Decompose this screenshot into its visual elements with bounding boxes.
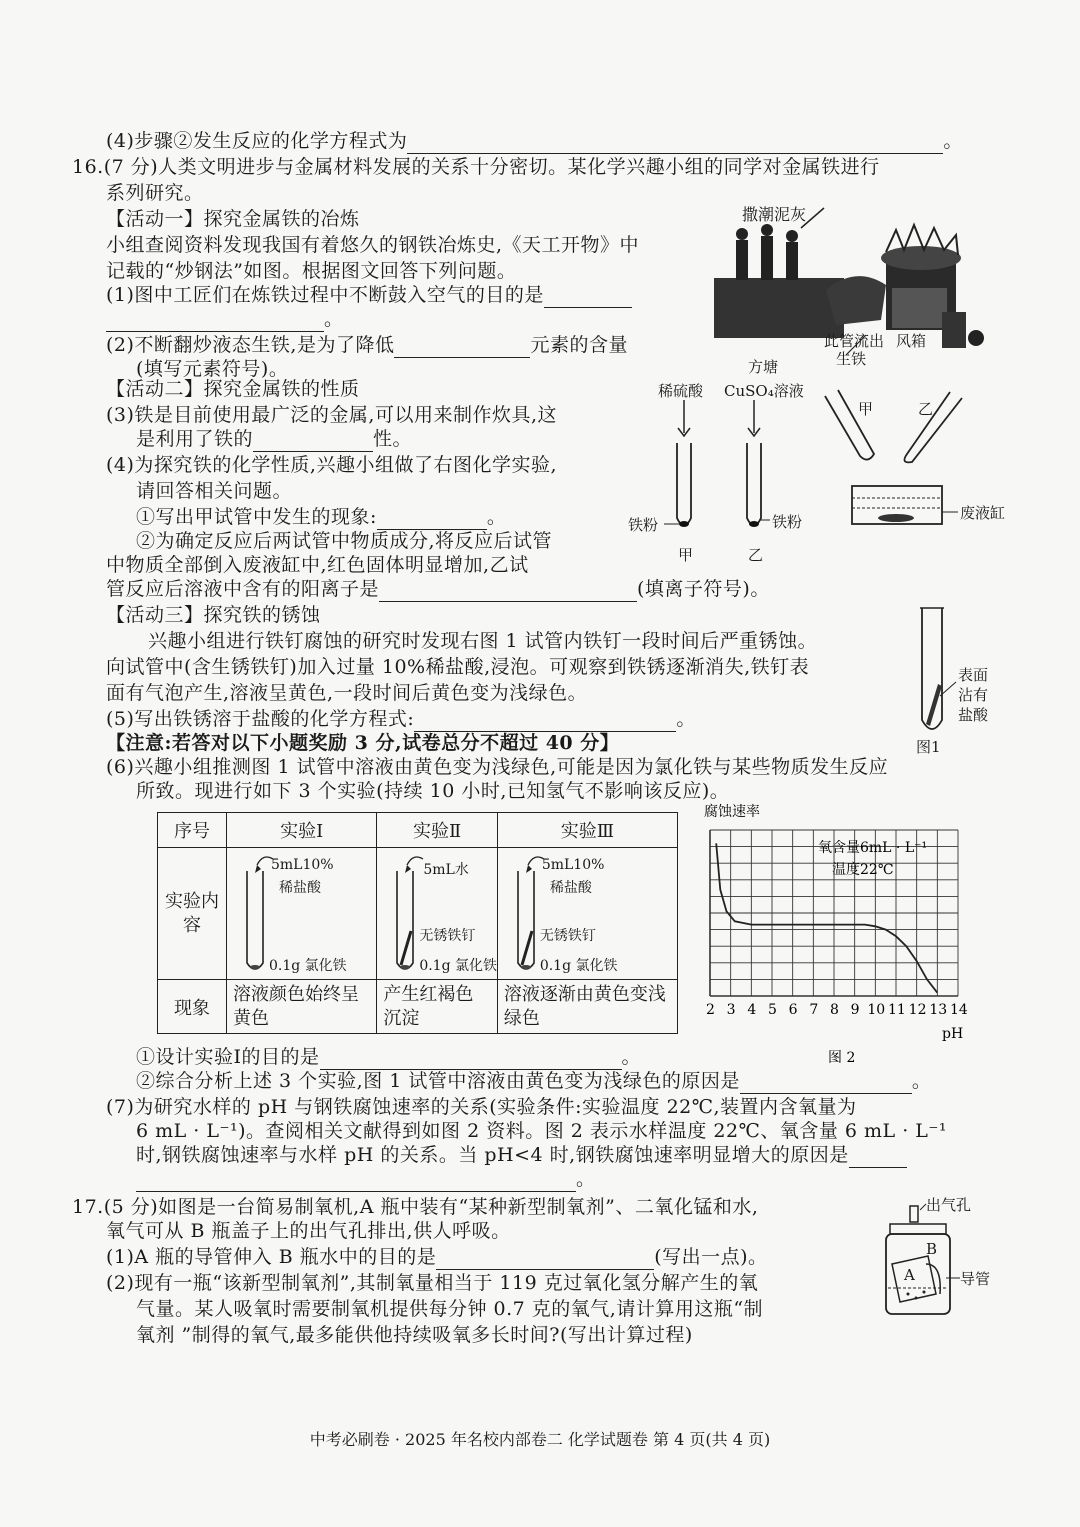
chart-x-tick-label: 8 <box>830 1002 839 1018</box>
act3-line1: 兴趣小组进行铁钉腐蚀的研究时发现右图 1 试管内铁钉一段时间后严重锈蚀。 <box>148 630 818 652</box>
label-tilted-yi: 乙 <box>918 400 934 418</box>
table-header-seq: 序号 <box>158 813 227 848</box>
q16-4-line6 <box>106 576 770 602</box>
q17-1-text: (1)A 瓶的导管伸入 B 瓶水中的目的是 <box>106 1246 437 1268</box>
q17-2-line3: 氧剂 ”制得的氧气,最多能供他持续吸氧多长时间?(写出计算过程) <box>136 1324 693 1346</box>
chart-annotation-temperature: 温度22℃ <box>832 862 894 878</box>
exp1-phenomenon: 溶液颜色始终呈黄色 <box>227 980 377 1034</box>
chart-x-tick-label: 4 <box>747 1002 757 1018</box>
chart-series-line <box>716 843 937 992</box>
bonus-note: 【注意:若答对以下小题奖励 3 分,试卷总分不超过 40 分】 <box>106 732 620 754</box>
table-header-exp1: 实验Ⅰ <box>227 813 377 848</box>
tube-drawing <box>620 378 1020 568</box>
label-dilute-sulfuric-acid: 稀硫酸 <box>658 382 704 400</box>
fig1-caption: 图1 <box>916 738 941 756</box>
label-bottle-b: B <box>926 1240 938 1258</box>
q16-6-d-end: 。 <box>911 1070 932 1092</box>
chart-x-tick-label: 9 <box>850 1002 860 1018</box>
table-row-label-phenomenon: 现象 <box>158 980 227 1034</box>
q16-3-text: 是利用了铁的 <box>136 428 254 450</box>
q17-1-line <box>106 1244 768 1270</box>
chart-x-tick-label: 7 <box>809 1002 819 1018</box>
q16-5-text: (5)写出铁锈溶于盐酸的化学方程式: <box>106 708 415 730</box>
q16-header2: 系列研究。 <box>106 182 204 204</box>
q16-6-d-text: ②综合分析上述 3 个实验,图 1 试管中溶液由黄色变为浅绿色的原因是 <box>136 1070 740 1092</box>
q16-1-line2 <box>106 306 344 332</box>
act3-title: 【活动三】探究铁的锈蚀 <box>106 604 321 626</box>
q16-4-f-blank[interactable] <box>379 581 637 602</box>
table-row-content <box>158 848 678 980</box>
q16-6-c-text: ①设计实验Ⅰ的目的是 <box>136 1046 320 1068</box>
exp2-reagent: 5mL水 <box>423 861 469 878</box>
q17-1-blank[interactable] <box>436 1249 654 1270</box>
chart-x-ticks <box>706 1002 968 1018</box>
exp1-reagent2: 稀盐酸 <box>279 879 321 896</box>
q16-4-c-blank[interactable] <box>377 509 487 530</box>
q15-4-answer-blank[interactable] <box>407 133 943 154</box>
exp2-solid: 0.1g 氯化铁 <box>419 957 498 974</box>
label-bottle-a: A <box>904 1266 915 1284</box>
q16-7-line2: 6 mL · L⁻¹)。查阅相关文献得到如图 2 资料。图 2 表示水样温度 22℃、氧含量 6 mL · L⁻¹ <box>136 1120 948 1142</box>
q16-3-blank[interactable] <box>253 431 373 452</box>
exp1-reagent: 5mL10% <box>271 856 334 873</box>
label-waste-tank: 废液缸 <box>960 504 1006 522</box>
table-header-row <box>158 813 678 848</box>
q16-7-blank-b[interactable] <box>136 1171 576 1192</box>
exp3-cell <box>497 848 677 980</box>
q16-6-c-line <box>136 1044 641 1070</box>
label-feng-xiang: 风箱 <box>896 332 927 350</box>
q16-7-line1: (7)为研究水样的 pH 与钢铁腐蚀速率的关系(实验条件:实验温度 22℃,装置内含氧量为 <box>106 1096 857 1118</box>
chart-x-tick-label: 12 <box>908 1002 927 1018</box>
chart-x-tick-label: 6 <box>788 1002 798 1018</box>
q16-6-c-blank[interactable] <box>320 1049 622 1070</box>
q16-4-line2: 请回答相关问题。 <box>136 480 293 502</box>
act1-title: 【活动一】探究金属铁的冶炼 <box>106 208 360 230</box>
act2-title: 【活动二】探究金属铁的性质 <box>106 378 360 400</box>
oxygen-generator-figure <box>880 1194 1000 1324</box>
q16-5-line <box>106 706 696 732</box>
exp3-reagent2: 稀盐酸 <box>549 879 592 896</box>
label-chao-nihui: 撒潮泥灰 <box>742 205 807 224</box>
q16-4-c-text: ①写出甲试管中发生的现象: <box>136 506 377 528</box>
chart-x-tick-label: 11 <box>888 1002 906 1018</box>
q16-7-line3 <box>136 1142 907 1168</box>
chart-x-label: pH <box>942 1026 964 1042</box>
exp3-solid: 0.1g 氯化铁 <box>539 957 618 974</box>
exp3-phenomenon: 溶液逐渐由黄色变浅绿色 <box>497 980 677 1034</box>
exp1-solid: 0.1g 氯化铁 <box>269 957 347 974</box>
q16-4-line1: (4)为探究铁的化学性质,兴趣小组做了右图化学实验, <box>106 454 557 476</box>
label-tilted-jia: 甲 <box>858 400 874 418</box>
test-tube-figure <box>620 378 1020 568</box>
label-tube-yi: 乙 <box>748 546 764 564</box>
chart-x-tick-label: 14 <box>950 1002 968 1018</box>
exp1-cell <box>227 848 377 980</box>
q15-4-end: 。 <box>943 130 963 152</box>
q16-3-line2 <box>136 426 412 452</box>
exp2-cell <box>377 848 498 980</box>
label-sheng-tie: 生铁 <box>836 350 867 368</box>
label-tube-jia: 甲 <box>678 546 694 564</box>
q16-7-end: 。 <box>576 1168 596 1190</box>
q16-4-f-end: (填离子符号)。 <box>637 578 770 600</box>
exp2-nail: 无锈铁钉 <box>419 927 476 944</box>
q17-2-line2: 气量。某人吸氧时需要制氧机提供每分钟 0.7 克的氧气,请计算用这瓶“制 <box>136 1298 764 1320</box>
q17-1-end: (写出一点)。 <box>654 1246 768 1268</box>
q16-6-c-end: 。 <box>621 1046 642 1068</box>
fig1-label-a: 表面 <box>958 666 989 684</box>
exp3-nail: 无锈铁钉 <box>539 927 596 944</box>
q16-6-d-line <box>136 1068 931 1094</box>
q16-1-text: (1)图中工匠们在炼铁过程中不断鼓入空气的目的是 <box>106 284 544 306</box>
q16-6-d-blank[interactable] <box>740 1073 912 1094</box>
q16-4-line4: ②为确定反应后两试管中物质成分,将反应后试管 <box>136 530 553 552</box>
q16-7-blank-a[interactable] <box>849 1147 907 1168</box>
q16-3-end: 性。 <box>373 428 413 450</box>
q16-2-text-a: (2)不断翻炒液态生铁,是为了降低 <box>106 334 395 356</box>
q17-line1: 17.(5 分)如图是一台简易制氧机,A 瓶中装有“某种新型制氧剂”、二氧化锰和水, <box>72 1196 759 1218</box>
act1-line1: 小组查阅资料发现我国有着悠久的钢铁冶炼史,《天工开物》中 <box>106 234 640 256</box>
q16-6-line1: (6)兴趣小组推测图 1 试管中溶液由黄色变为浅绿色,可能是因为氯化铁与某些物质发生反应 <box>106 756 889 778</box>
q15-4-line <box>106 128 963 154</box>
q16-1-blank-a[interactable] <box>544 287 632 308</box>
q16-6-line2: 所致。现进行如下 3 个实验(持续 10 小时,已知氢气不影响该反应)。 <box>136 780 730 802</box>
label-vent: 出气孔 <box>926 1196 972 1214</box>
label-ci-guan: 此管流出 <box>824 332 885 350</box>
q17-2-line1: (2)现有一瓶“该新型制氧剂”,其制氧量相当于 119 克过氧化氢分解产生的氧 <box>106 1272 759 1294</box>
act1-line2: 记载的“炒钢法”如图。根据图文回答下列问题。 <box>106 260 517 282</box>
table-row-phenomenon <box>158 980 678 1034</box>
label-iron-powder-2: 铁粉 <box>772 513 803 531</box>
chart-x-tick-label: 2 <box>706 1002 715 1018</box>
chart-annotation-oxygen: 氧含量6mL · L⁻¹ <box>818 840 928 856</box>
q16-2-line <box>106 332 628 358</box>
q16-7-text: 时,钢铁腐蚀速率与水样 pH 的关系。当 pH<4 时,钢铁腐蚀速率明显增大的原因是 <box>136 1144 849 1166</box>
chart-caption: 图 2 <box>828 1050 856 1066</box>
label-iron-powder-1: 铁粉 <box>628 516 659 534</box>
act3-line3: 面有气泡产生,溶液呈黄色,一段时间后黄色变为浅绿色。 <box>106 682 588 704</box>
table-row-label-content: 实验内容 <box>158 848 227 980</box>
table-header-exp2: 实验Ⅱ <box>377 813 498 848</box>
chart-x-tick-label: 5 <box>768 1002 777 1018</box>
q16-header: 16.(7 分)人类文明进步与金属材料发展的关系十分密切。某化学兴趣小组的同学对金属铁进行 <box>72 156 880 178</box>
act3-line2: 向试管中(含生锈铁钉)加入过量 10%稀盐酸,浸泡。可观察到铁锈逐渐消失,铁钉表 <box>106 656 810 678</box>
q15-4-text: (4)步骤②发生反应的化学方程式为 <box>106 130 408 152</box>
q16-5-end: 。 <box>676 708 696 730</box>
q16-3-line1: (3)铁是目前使用最广泛的金属,可以用来制作炊具,这 <box>106 404 557 426</box>
label-guide-tube: 导管 <box>960 1270 991 1288</box>
page-footer: 中考必刷卷 · 2025 年名校内部卷二 化学试题卷 第 4 页(共 4 页) <box>309 1430 771 1449</box>
exp2-phenomenon: 产生红褐色沉淀 <box>377 980 498 1034</box>
q16-2-line2: (填写元素符号)。 <box>136 358 289 380</box>
chart-x-tick-label: 10 <box>867 1002 886 1018</box>
figure-1 <box>908 600 998 770</box>
q16-1-line <box>106 282 632 308</box>
q16-4-c-end: 。 <box>486 506 507 528</box>
smelting-illustration <box>706 200 996 376</box>
q17-line2: 氧气可从 B 瓶盖子上的出气孔排出,供人呼吸。 <box>106 1220 511 1242</box>
label-fang-tang: 方塘 <box>748 358 779 376</box>
q16-4-line5: 中物质全部倒入废液缸中,红色固体明显增加,乙试 <box>106 554 529 576</box>
q16-7-line4 <box>136 1166 596 1192</box>
table-header-exp3: 实验Ⅲ <box>497 813 677 848</box>
q16-1-end: 。 <box>324 308 344 330</box>
label-cuso4-solution: CuSO₄溶液 <box>724 382 804 400</box>
q16-5-blank[interactable] <box>414 711 676 732</box>
corrosion-rate-chart <box>700 800 990 1068</box>
fig1-label-c: 盐酸 <box>958 706 989 724</box>
chart-x-tick-label: 13 <box>929 1002 948 1018</box>
q16-4-line3 <box>136 504 506 530</box>
experiment-table <box>157 812 678 1034</box>
chart-title: 腐蚀速率 <box>704 804 760 820</box>
q16-2-blank[interactable] <box>394 337 530 358</box>
q16-1-blank-b[interactable] <box>106 311 324 332</box>
exp3-reagent: 5mL10% <box>541 856 605 873</box>
chart-x-tick-label: 3 <box>726 1002 736 1018</box>
q16-2-text-b: 元素的含量 <box>530 334 628 356</box>
figure-2-chart <box>700 800 990 1068</box>
fig1-label-b: 沾有 <box>958 686 989 704</box>
q16-4-f-text: 管反应后溶液中含有的阳离子是 <box>106 578 380 600</box>
